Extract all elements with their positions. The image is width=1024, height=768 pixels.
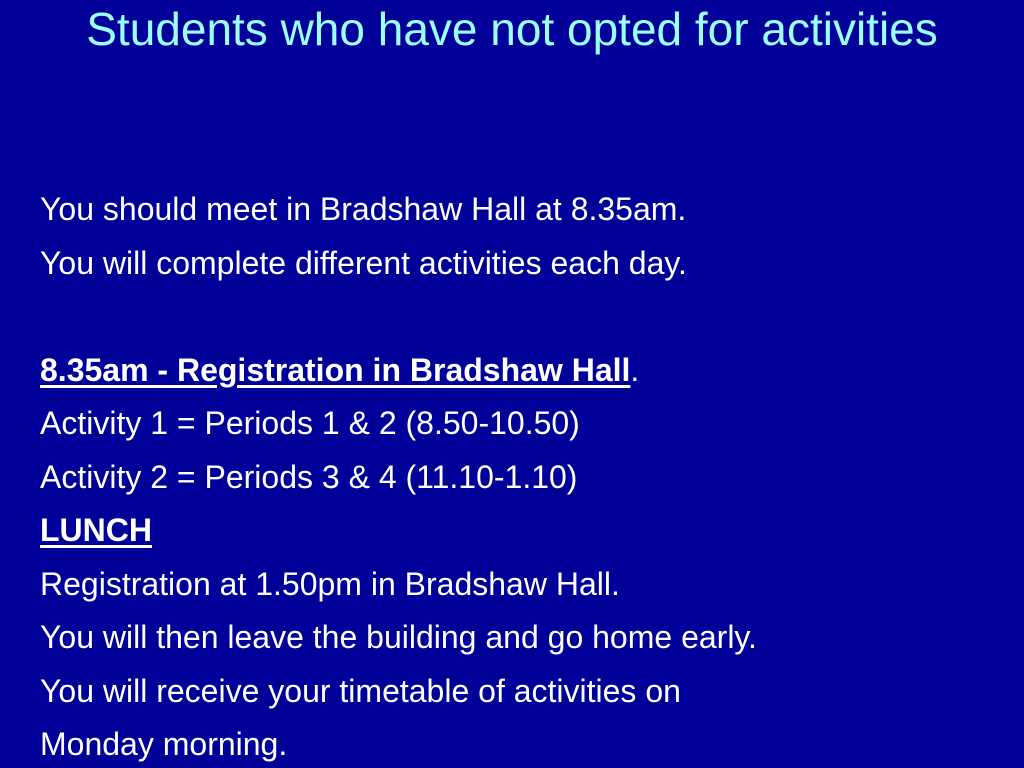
lunch-heading: LUNCH [40,512,152,548]
meet-instruction: You should meet in Bradshaw Hall at 8.35am. [40,191,687,227]
registration-line [40,344,1000,398]
afternoon-registration-line: Registration at 1.50pm in Bradshaw Hall. [40,565,620,602]
timetable-line-1: You will receive your timetable of activities on [40,672,681,709]
lunch-line [40,504,1000,558]
timetable-line-2: Monday morning. [40,726,288,762]
slide-title: Students who have not opted for activities [86,3,938,55]
activities-instruction: You will complete different activities each day. [40,244,687,281]
slide-body [40,183,1000,768]
activity-2-line: Activity 2 = Periods 3 & 4 (11.10-1.10) [40,458,578,495]
registration-heading: 8.35am - Registration in Bradshaw Hall [40,351,631,388]
leave-early-line: You will then leave the building and go home early. [40,619,757,655]
registration-period: . [630,351,640,388]
spacer [40,290,1000,344]
activity-1-line: Activity 1 = Periods 1 & 2 (8.50-10.50) [40,405,580,441]
